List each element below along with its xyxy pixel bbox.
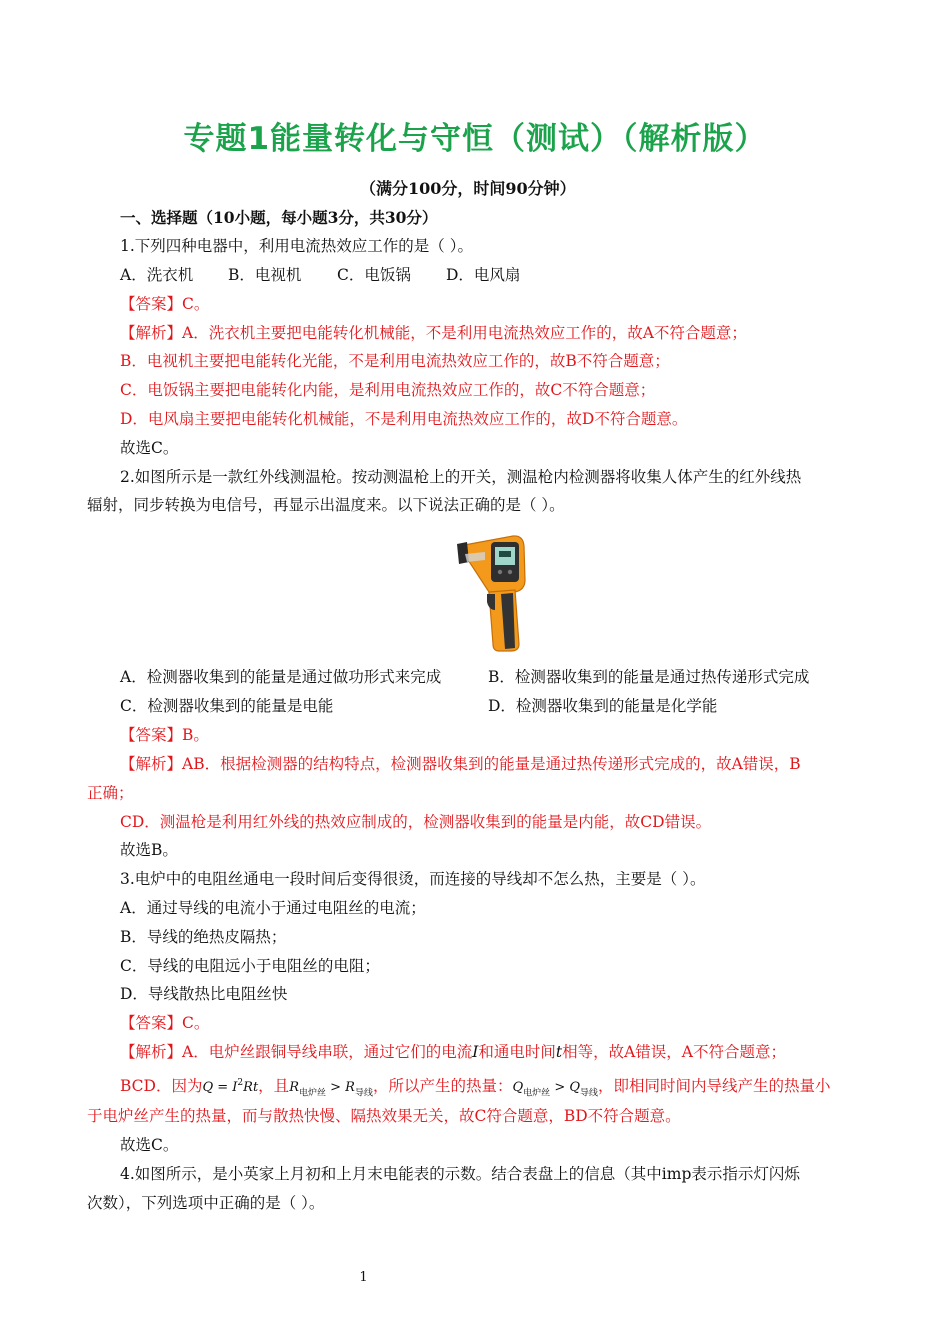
- q3-option-a: A．通过导线的电流小于通过电阻丝的电流；: [120, 899, 426, 917]
- q3-option-b: B．导线的绝热皮隔热；: [120, 928, 287, 946]
- furnace-subscript: 电炉丝: [523, 1088, 551, 1099]
- thermometer-gun-image: [455, 532, 527, 654]
- q4-stem-line: 次数），下列选项中正确的是（ ）。: [87, 1194, 325, 1212]
- q2-option-b: B．检测器收集到的能量是通过热传递形式完成: [488, 668, 810, 686]
- formula-exponent: 2: [237, 1078, 244, 1088]
- q4-stem-line: 4.如图所示，是小英家上月初和上月末电能表的示数。结合表盘上的信息（其中imp表示指示灯闪烁: [120, 1165, 800, 1183]
- q2-option-a: A．检测器收集到的能量是通过做功形式来完成: [120, 668, 442, 686]
- q3-analysis-line: [120, 1073, 831, 1103]
- heat-formula: Q = I: [202, 1080, 238, 1096]
- greater-than: >: [326, 1080, 346, 1096]
- heat-symbol: Q: [569, 1080, 581, 1096]
- heat-symbol: Q: [512, 1080, 524, 1096]
- q2-analysis-line: 【解析】AB．根据检测器的结构特点，检测器收集到的能量是通过热传递形式完成的，故A错误，B: [120, 755, 801, 773]
- q1-conclusion: 故选C。: [120, 439, 179, 457]
- wire-subscript: 导线: [354, 1088, 373, 1099]
- q1-analysis-line: D．电风扇主要把电能转化机械能，不是利用电流热效应工作的，故D不符合题意。: [120, 410, 688, 428]
- q3-analysis-text: 和通电时间: [478, 1043, 556, 1061]
- furnace-subscript: 电炉丝: [298, 1088, 326, 1099]
- q1-option-c: C．电饭锅: [337, 266, 411, 284]
- q3-analysis-line: [120, 1042, 786, 1062]
- q2-option-d: D．检测器收集到的能量是化学能: [488, 697, 718, 715]
- q3-analysis-text: 相等，故A错误，A不符合题意；: [562, 1043, 786, 1061]
- q3-option-c: C．导线的电阻远小于电阻丝的电阻；: [120, 957, 380, 975]
- q2-answer: 【答案】B。: [120, 726, 209, 744]
- score-time-note: （满分100分，时间90分钟）: [360, 179, 576, 198]
- q3-analysis-text: 【解析】A．电炉丝跟铜导线串联，通过它们的电流: [120, 1043, 473, 1061]
- q3-analysis-text: BCD．因为: [120, 1077, 203, 1096]
- q3-option-d: D．导线散热比电阻丝快: [120, 985, 288, 1003]
- q1-analysis-line: 【解析】A．洗衣机主要把电能转化机械能，不是利用电流热效应工作的，故A不符合题意；: [120, 324, 747, 342]
- q3-analysis-line: 于电炉丝产生的热量，而与散热快慢、隔热效果无关，故C符合题意，BD不符合题意。: [87, 1107, 681, 1125]
- q3-stem: 3.电炉中的电阻丝通电一段时间后变得很烫，而连接的导线却不怎么热，主要是（ ）。: [120, 870, 706, 888]
- q2-analysis-line: CD．测温枪是利用红外线的热效应制成的，检测器收集到的能量是内能，故CD错误。: [120, 813, 712, 831]
- q1-option-d: D．电风扇: [446, 266, 521, 284]
- page-title: 专题1能量转化与守恒（测试）（解析版）: [183, 121, 767, 157]
- q2-option-c: C．检测器收集到的能量是电能: [120, 697, 334, 715]
- q2-analysis-line: 正确；: [87, 784, 134, 802]
- q2-conclusion: 故选B。: [120, 841, 178, 859]
- q3-answer: 【答案】C。: [120, 1014, 210, 1032]
- current-symbol: I: [472, 1043, 479, 1061]
- wire-subscript: 导线: [580, 1088, 599, 1099]
- resistance-symbol: R: [289, 1080, 299, 1096]
- greater-than: >: [550, 1080, 570, 1096]
- section-heading: 一、选择题（10小题，每小题3分，共30分）: [120, 208, 438, 227]
- page-number: 1: [359, 1270, 368, 1285]
- q2-stem-line: 2.如图所示是一款红外线测温枪。按动测温枪上的开关，测温枪内检测器将收集人体产生的红外线热: [120, 468, 802, 486]
- q1-analysis-line: C．电饭锅主要把电能转化内能，是利用电流热效应工作的，故C不符合题意；: [120, 381, 656, 399]
- q1-option-b: B．电视机: [228, 266, 302, 284]
- q2-stem-line: 辐射，同步转换为电信号，再显示出温度来。以下说法正确的是（ ）。: [87, 496, 565, 514]
- q3-analysis-text: ，所以产生的热量：: [372, 1077, 513, 1096]
- q3-analysis-text: ，且: [258, 1077, 290, 1096]
- time-symbol: t: [555, 1043, 563, 1061]
- resistance-symbol: R: [345, 1080, 355, 1096]
- q1-analysis-line: B．电视机主要把电能转化光能，不是利用电流热效应工作的，故B不符合题意；: [120, 352, 670, 370]
- heat-formula-rt: Rt: [243, 1080, 259, 1096]
- q3-conclusion: 故选C。: [120, 1136, 179, 1154]
- q3-analysis-text: ，即相同时间内导线产生的热量小: [598, 1077, 831, 1096]
- q1-option-a: A．洗衣机: [120, 266, 194, 284]
- q1-answer: 【答案】C。: [120, 295, 210, 313]
- q1-stem: 1.下列四种电器中，利用电流热效应工作的是（ ）。: [120, 237, 473, 255]
